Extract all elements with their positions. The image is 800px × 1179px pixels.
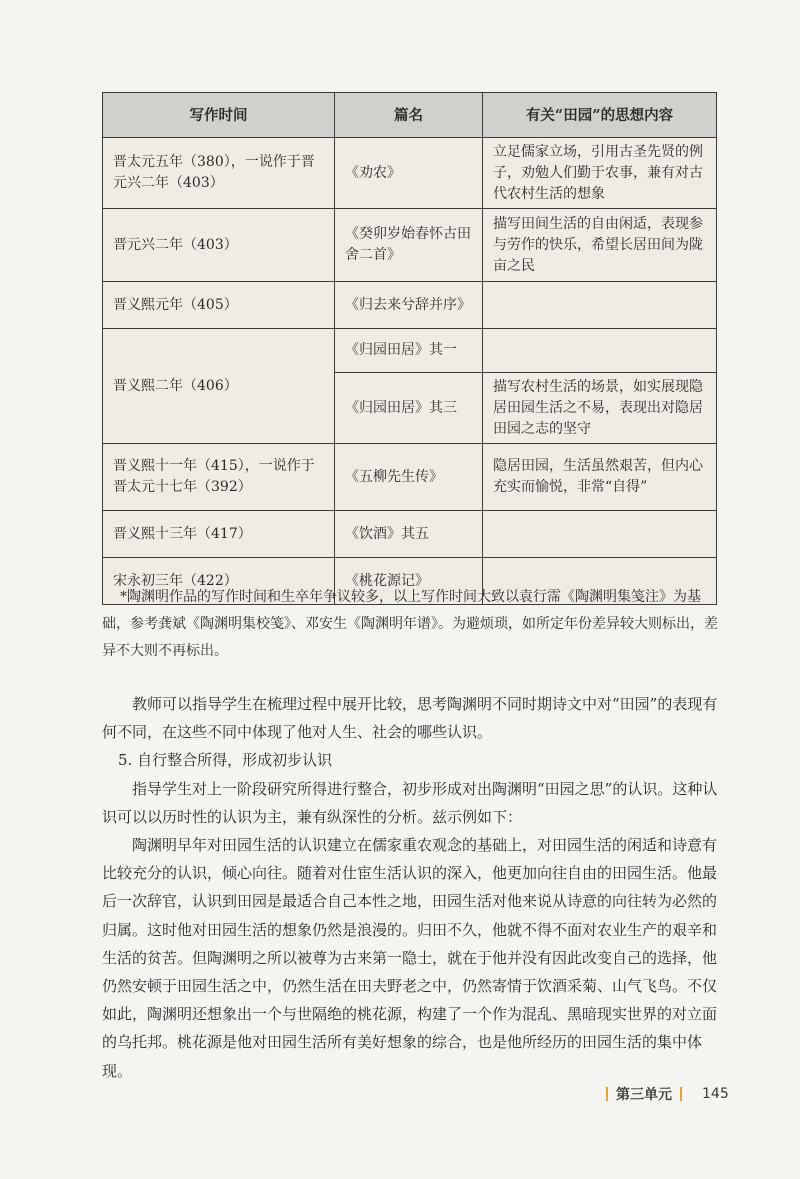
cell-time: 晋太元五年（380），一说作于晋元兴二年（403） [103, 138, 335, 209]
cell-idea: 立足儒家立场，引用古圣先贤的例子，劝勉人们勤于农事，兼有对古代农村生活的想象 [483, 138, 717, 209]
cell-title: 《五柳先生传》 [335, 444, 483, 511]
cell-title: 《桃花源记》 [335, 558, 483, 605]
cell-title: 《劝农》 [335, 138, 483, 209]
cell-idea: 描写农村生活的场景，如实展现隐居田园生活之不易，表现出对隐居田园之志的坚守 [483, 373, 717, 444]
works-table [102, 92, 717, 605]
cell-title: 《归去来兮辞并序》 [335, 282, 483, 329]
cell-title: 《归园田居》其一 [335, 329, 483, 373]
table-row [103, 329, 717, 373]
divider [606, 1087, 608, 1101]
unit-label: 第三单元 [616, 1087, 672, 1103]
table-row [103, 511, 717, 558]
table-row [103, 282, 717, 329]
header-time: 写作时间 [103, 93, 335, 138]
cell-title: 《癸卯岁始春怀古田舍二首》 [335, 209, 483, 282]
cell-idea [483, 329, 717, 373]
table-row [103, 138, 717, 209]
paragraph: 陶渊明早年对田园生活的认识建立在儒家重农观念的基础上，对田园生活的闲适和诗意有比较充分的认识，倾心向往。随着对仕宦生活认识的深入，他更加向往自由的田园生活。他最后一次辞官，认识到田园是最适合自己本性之地，田园生活对他来说从诗意的向往转为必然的归属。这时他对田园生活的想象仍然是浪漫的。归田不久，他就不得不面对农业生产的艰辛和生活的贫苦。但陶渊明之所以被尊为古来第一隐士，就在于他并没有因此改变自己的选择，他仍然安顿于田园生活之中，仍然生活在田夫野老之中，仍然寄情于饮酒采菊、山气飞鸟。不仅如此，陶渊明还想象出一个与世隔绝的桃花源，构建了一个作为混乱、黑暗现实世界的对立面的乌托邦。桃花源是他对田园生活所有美好想象的综合，也是他所经历的田园生活的集中体现。 [102, 836, 718, 1080]
cell-idea: 描写田间生活的自由闲适，表现参与劳作的快乐，希望长居田间为陇亩之民 [483, 209, 717, 282]
table-row [103, 209, 717, 282]
cell-idea [483, 511, 717, 558]
cell-title: 《归园田居》其三 [335, 373, 483, 444]
paragraph: 指导学生对上一阶段研究所得进行整合，初步形成对出陶渊明“田园之思”的认识。这种认识可以以历时性的认识为主，兼有纵深性的分析。兹示例如下： [102, 779, 718, 826]
cell-idea [483, 282, 717, 329]
page-footer [598, 1081, 729, 1107]
cell-time: 宋永初三年（422） [103, 558, 335, 605]
cell-time: 晋义熙元年（405） [103, 282, 335, 329]
cell-time: 晋元兴二年（403） [103, 209, 335, 282]
divider [680, 1087, 682, 1101]
cell-time: 晋义熙十三年（417） [103, 511, 335, 558]
header-title: 篇名 [335, 93, 483, 138]
cell-time: 晋义熙二年（406） [103, 329, 335, 444]
page-number: 145 [702, 1086, 729, 1102]
cell-title: 《饮酒》其五 [335, 511, 483, 558]
body-text [102, 690, 722, 1085]
cell-idea: 隐居田园，生活虽然艰苦，但内心充实而愉悦，非常“自得” [483, 444, 717, 511]
table-footnote: *陶渊明作品的写作时间和生卒年争议较多，以上写作时间大致以袁行霈《陶渊明集笺注》为基础，参考龚斌《陶渊明集校笺》、邓安生《陶渊明年谱》。为避烦琐，如所定年份差异较大则标出，差异不大则不再标出。 [102, 589, 718, 659]
cell-time: 晋义熙十一年（415），一说作于晋太元十七年（392） [103, 444, 335, 511]
paragraph: 教师可以指导学生在梳理过程中展开比较，思考陶渊明不同时期诗文中对“田园”的表现有何不同，在这些不同中体现了他对人生、社会的哪些认识。 [102, 695, 718, 742]
header-idea: 有关“田园”的思想内容 [483, 93, 717, 138]
section-heading: 5. 自行整合所得，形成初步认识 [118, 751, 333, 770]
table-header-row [103, 93, 717, 138]
table-row [103, 444, 717, 511]
